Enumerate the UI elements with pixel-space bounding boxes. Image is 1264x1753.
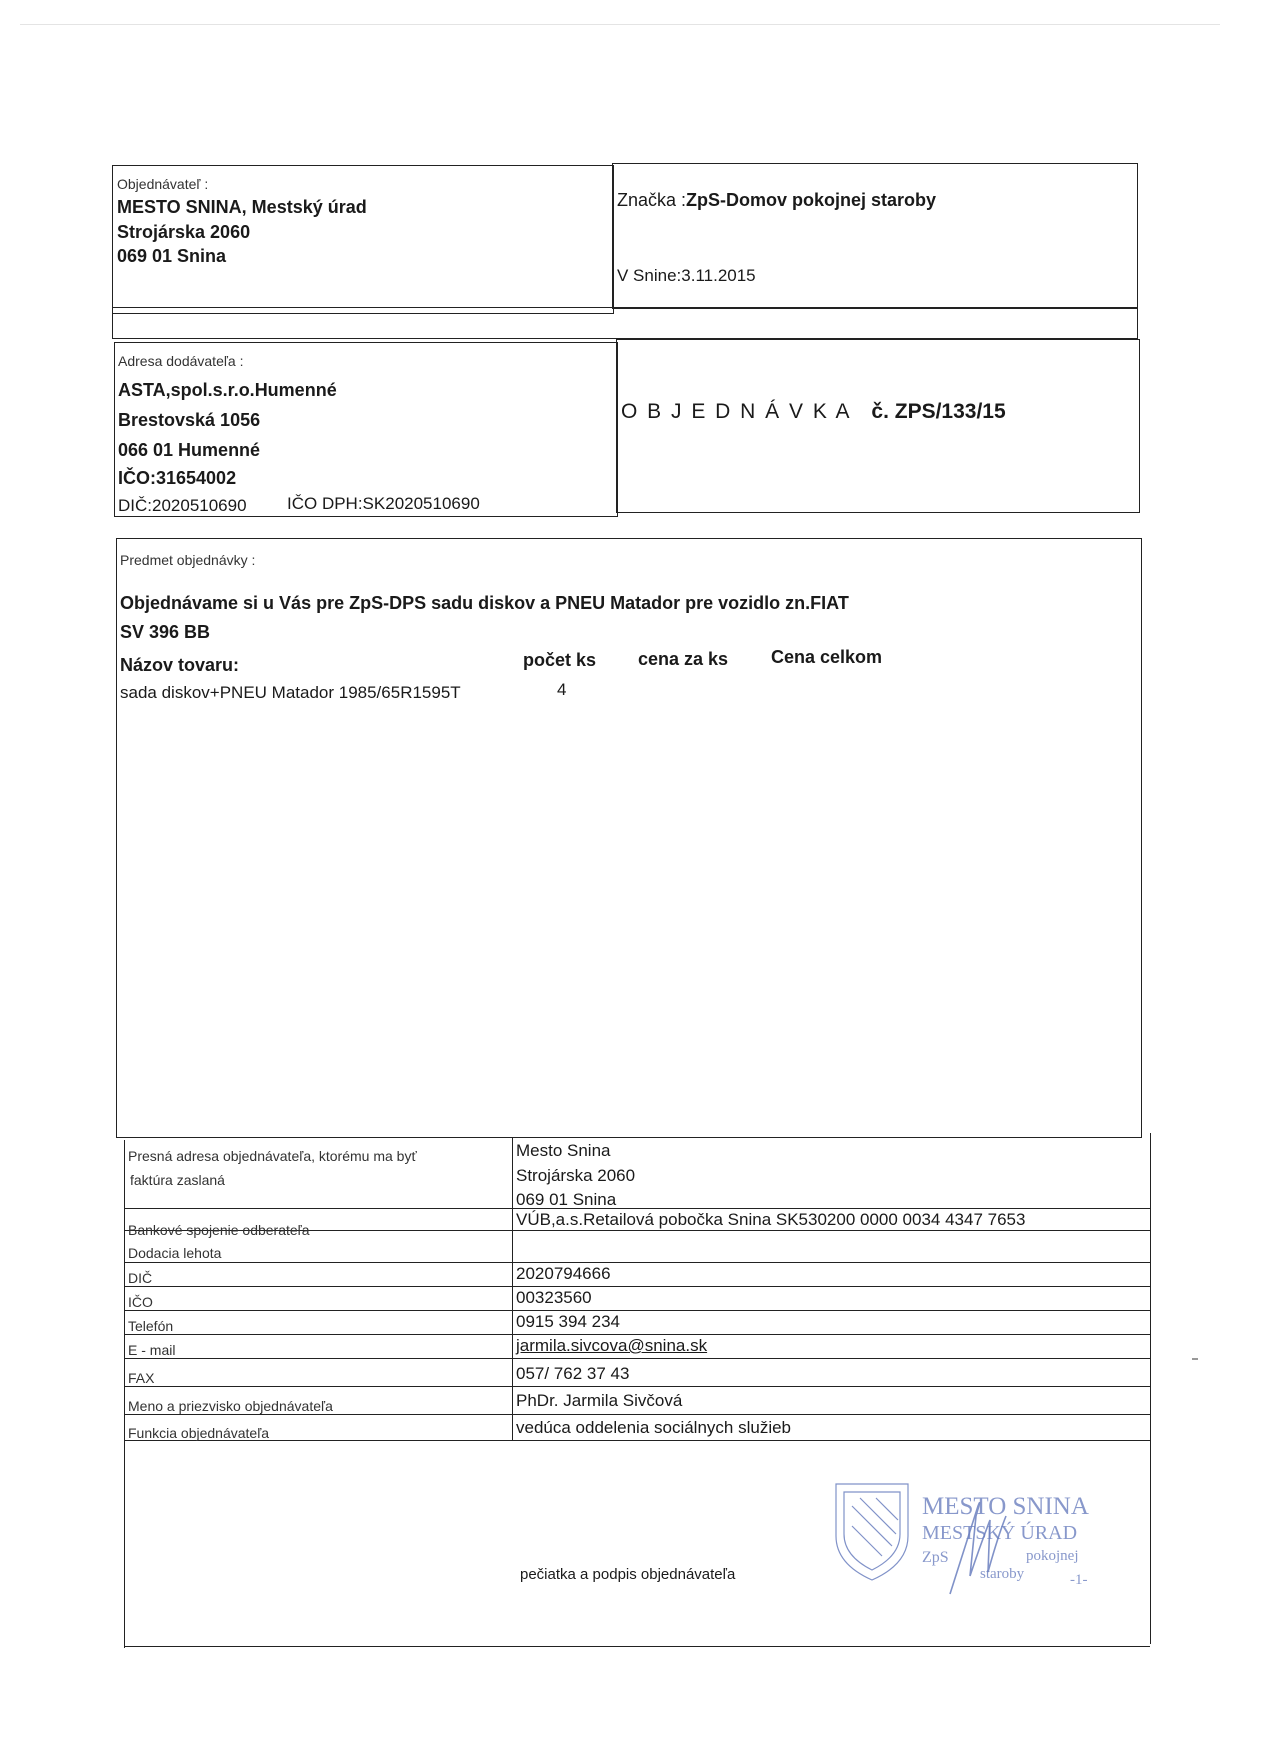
details-row-line xyxy=(124,1440,1150,1441)
orderer-name: MESTO SNINA, Mestský úrad xyxy=(117,197,367,217)
details-right-border xyxy=(1150,1133,1151,1644)
subject-box xyxy=(116,538,1142,1138)
item-name: sada diskov+PNEU Matador 1985/65R1595T xyxy=(120,683,461,702)
item-qty: 4 xyxy=(557,680,567,699)
mark-line xyxy=(617,190,936,211)
details-row-line xyxy=(124,1334,1150,1335)
name-label: Meno a priezvisko objednávateľa xyxy=(128,1398,333,1414)
details-left-border xyxy=(124,1140,125,1648)
details-row-line xyxy=(124,1310,1150,1311)
order-title-number: č. ZPS/133/15 xyxy=(871,400,1006,423)
col-price-header: cena za ks xyxy=(638,649,729,669)
spacer-row xyxy=(112,307,1138,339)
details-row-line xyxy=(124,1208,1150,1209)
mark-label: Značka : xyxy=(617,190,687,210)
stamp-line-1: MESTO SNINA xyxy=(922,1493,1089,1520)
email-label: E - mail xyxy=(128,1342,176,1358)
stamp-graphic xyxy=(830,1476,1112,1596)
mark-value: ZpS-Domov pokojnej staroby xyxy=(686,190,937,210)
bank-value: VÚB,a.s.Retailová pobočka Snina SK530200 0000 0034 4347 7653 xyxy=(516,1210,1026,1229)
stamp-line-2: MESTSKÝ ÚRAD xyxy=(922,1522,1078,1544)
details-column-divider xyxy=(512,1137,513,1440)
col-name-header: Názov tovaru: xyxy=(120,655,240,675)
mark-box xyxy=(612,163,1138,309)
invoice-address-label-2: faktúra zaslaná xyxy=(130,1172,225,1188)
delivery-label: Dodacia lehota xyxy=(128,1245,222,1261)
invoice-address-label: Presná adresa objednávateľa, ktorému ma byť xyxy=(128,1148,417,1164)
col-total-header: Cena celkom xyxy=(771,647,883,667)
ico-value: 00323560 xyxy=(516,1288,592,1307)
email-value: jarmila.sivcova@snina.sk xyxy=(516,1336,708,1355)
function-label: Funkcia objednávateľa xyxy=(128,1425,270,1441)
scan-speck xyxy=(1192,1358,1198,1360)
invoice-address-line-3: 069 01 Snina xyxy=(516,1190,617,1209)
order-title xyxy=(621,400,1006,424)
order-title-spaced: O B J E D N Á V K A xyxy=(621,400,852,423)
details-bottom-line xyxy=(124,1646,1150,1647)
function-value: vedúca oddelenia sociálnych služieb xyxy=(516,1418,792,1437)
stamp-line-5: staroby xyxy=(980,1566,1025,1582)
supplier-ico-dph: IČO DPH:SK2020510690 xyxy=(287,494,480,513)
stamp-line-4: pokojnej xyxy=(1026,1548,1079,1564)
col-qty-header: počet ks xyxy=(523,650,597,670)
stamp-number: -1- xyxy=(1070,1572,1088,1588)
orderer-city: 069 01 Snina xyxy=(117,246,227,266)
supplier-street: Brestovská 1056 xyxy=(118,410,261,430)
fax-value: 057/ 762 37 43 xyxy=(516,1364,630,1383)
order-number-box xyxy=(616,339,1140,513)
order-date: V Snine:3.11.2015 xyxy=(617,266,756,285)
invoice-address-line-2: Strojárska 2060 xyxy=(516,1166,636,1185)
details-row-line xyxy=(124,1414,1150,1415)
dic-value: 2020794666 xyxy=(516,1264,611,1283)
stamp-line-3: ZpS xyxy=(922,1549,949,1566)
phone-value: 0915 394 234 xyxy=(516,1312,620,1331)
supplier-city: 066 01 Humenné xyxy=(118,440,261,460)
dic-label: DIČ xyxy=(128,1270,153,1286)
bank-label: Bankové spojenie odberateľa xyxy=(128,1222,310,1238)
subject-text-1: Objednávame si u Vás pre ZpS-DPS sadu diskov a PNEU Matador pre vozidlo zn.FIAT xyxy=(120,593,849,613)
supplier-name: ASTA,spol.s.r.o.Humenné xyxy=(118,380,337,400)
signature-caption: pečiatka a podpis objednávateľa xyxy=(520,1566,736,1583)
details-row-line xyxy=(124,1262,1150,1263)
subject-text-2: SV 396 BB xyxy=(120,622,211,642)
phone-label: Telefón xyxy=(128,1318,174,1334)
subject-label: Predmet objednávky : xyxy=(120,552,256,568)
details-row-line xyxy=(124,1358,1150,1359)
orderer-label: Objednávateľ : xyxy=(117,176,209,192)
scan-edge xyxy=(20,24,1220,25)
orderer-street: Strojárska 2060 xyxy=(117,222,251,242)
details-row-line xyxy=(124,1386,1150,1387)
fax-label: FAX xyxy=(128,1370,155,1386)
supplier-dic: DIČ:2020510690 xyxy=(118,496,247,515)
ico-label: IČO xyxy=(128,1294,153,1310)
supplier-ico: IČO:31654002 xyxy=(118,468,237,488)
name-value: PhDr. Jarmila Sivčová xyxy=(516,1391,683,1410)
invoice-address-line-1: Mesto Snina xyxy=(516,1141,611,1160)
official-stamp xyxy=(830,1476,1112,1596)
supplier-label: Adresa dodávateľa : xyxy=(118,353,244,369)
details-row-line xyxy=(124,1286,1150,1287)
